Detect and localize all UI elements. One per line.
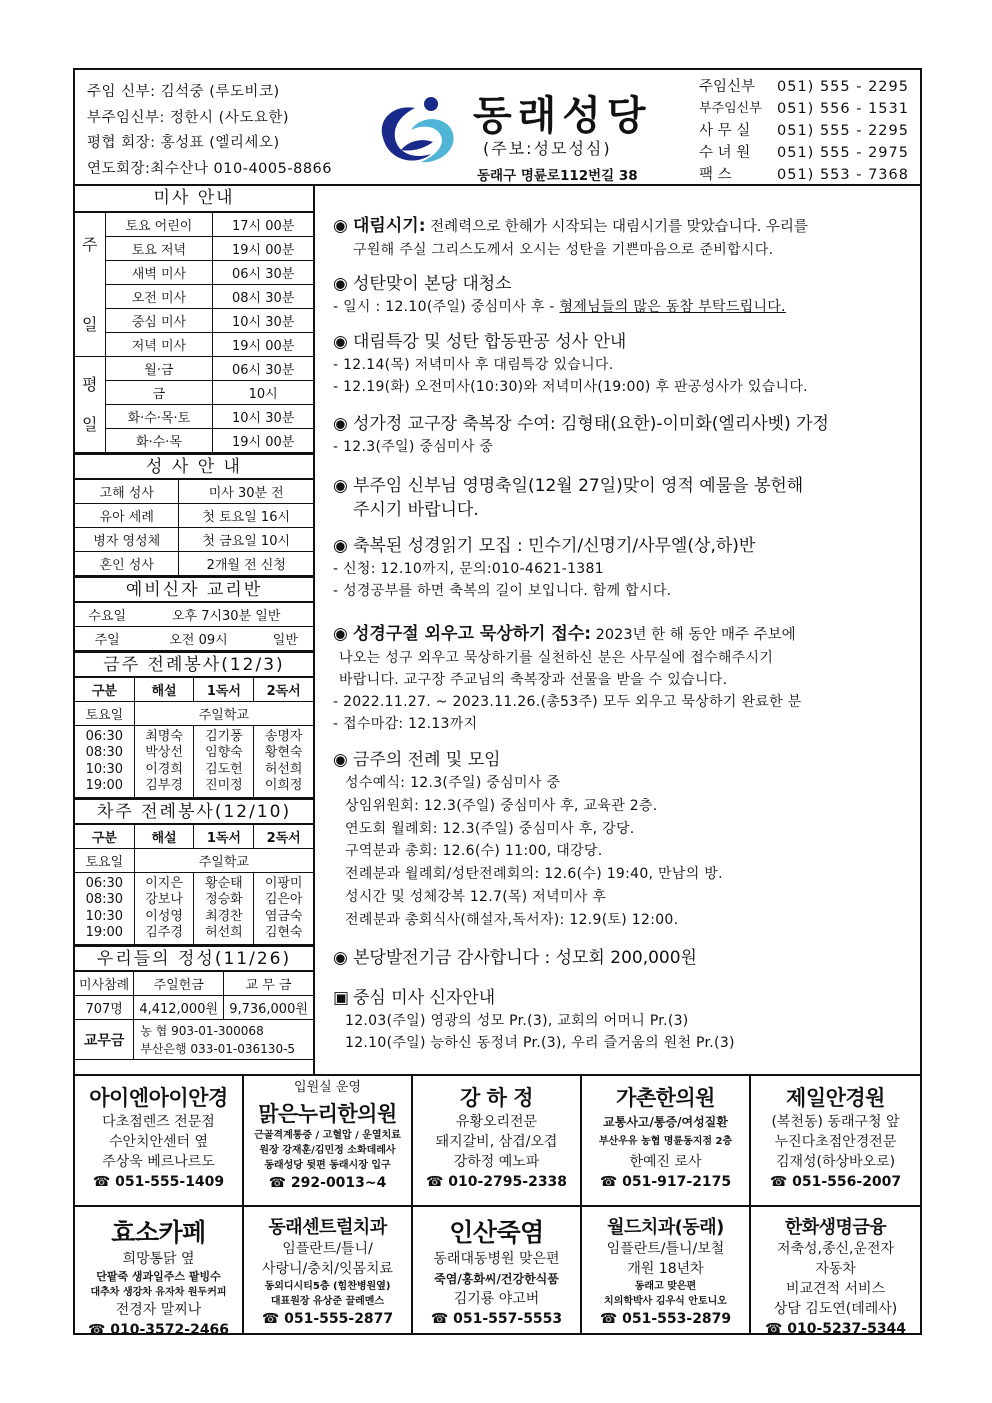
mass-name: 화·수·목	[105, 429, 213, 453]
column-header: 주일헌금	[134, 972, 224, 996]
contact-list	[699, 76, 919, 186]
mass-schedule-table	[75, 212, 313, 453]
this-week-service-title: 금주 전례봉사(12/3)	[75, 651, 313, 677]
square-bullet-icon: ▣	[333, 988, 350, 1008]
catechumen-type: 일반	[258, 627, 313, 651]
sacrament-table	[75, 479, 313, 576]
mass-time: 08시 30분	[213, 285, 313, 309]
contact-label: 수 녀 원	[699, 145, 751, 161]
notice-advent: ◉ 대림시기: 전례력으로 한해가 시작되는 대림시기를 맞았습니다. 우리를 구원해 주실 그리스도께서 오시는 성탄을 기쁜마음으로 준비합시다.	[333, 216, 808, 258]
circle-bullet-icon: ◉	[333, 948, 348, 968]
circle-bullet-icon: ◉	[333, 414, 348, 434]
sacrament-time: 첫 금요일 10시	[179, 528, 313, 552]
parish-logo-icon	[373, 90, 463, 170]
ad-world-dental: 월드치과(동래) 임플란트/틀니/보철 개원 18년차 동래고 맞은편 치의학박사 김우식 안토니오 ☎ 051-553-2879	[582, 1205, 751, 1335]
catechumen-day: 주일	[75, 627, 139, 651]
clergy-line: 평협 회장: 홍성표 (엘리세오)	[87, 135, 280, 151]
weekday-label: 평 일	[75, 357, 105, 453]
phone-icon: ☎ 051-917-2175	[599, 1174, 732, 1190]
bulletin-header	[75, 70, 920, 186]
saturday-value: 주일학교	[134, 702, 313, 726]
sacrament-time: 2개월 전 신청	[179, 552, 313, 576]
ad-optical-ini: 아이엔아이안경 다초점렌즈 전문점 수안치안센터 옆 주상욱 베르나르도 ☎ 051-555-1409	[75, 1076, 244, 1206]
notice-bible-memorization: ◉ 성경구절 외우고 묵상하기 접수: 2023년 한 해 동안 매주 주보에 나오는 성구 외우고 묵상하기를 실천하신 분은 사무실에 접수해주시기 바랍니다. 교구장 주교님의 축복장과 선물을 받을 수 있습니다. - 2022.11.27. ~ 2023.11.26.(총53주) 모두 외우고 묵상하기 완료한 분 - 접수마감: 12.13까지	[333, 624, 802, 732]
second-reader-list: 송명자 황현숙 허선희 이희정	[254, 726, 313, 798]
parish-brand	[373, 76, 673, 184]
catechumen-day: 수요일	[75, 603, 139, 627]
mass-time: 19시 00분	[213, 333, 313, 357]
phone-icon: ☎ 292-0013~4	[268, 1175, 387, 1191]
notice-feast-day: ◉ 부주임 신부님 영명축일(12월 27일)맞이 영적 예물을 봉헌해 주시기 바랍니다.	[333, 476, 804, 520]
account-label: 교무금	[75, 1020, 134, 1060]
donation-table	[75, 971, 313, 1060]
mass-name: 오전 미사	[105, 285, 213, 309]
mass-time: 19시 00분	[213, 237, 313, 261]
ad-gangha-restaurant: 강 하 정 유황오리전문 돼지갈비, 삼겹/오겹 강하정 예노파 ☎ 010-2795-2338	[413, 1076, 582, 1206]
saturday-label: 토요일	[75, 702, 134, 726]
clergy-line: 연도회장:최수산나 010-4005-8866	[87, 160, 332, 177]
contact-label: 팩 스	[699, 167, 732, 183]
contact-phone: 051) 555 - 2975	[777, 145, 909, 161]
sidebar	[75, 186, 315, 1074]
church-fund-value: 9,736,000원	[224, 996, 313, 1020]
column-header: 구분	[75, 825, 134, 849]
phone-icon: ☎ 051-556-2007	[769, 1174, 902, 1190]
contact-phone: 051) 553 - 7368	[777, 167, 909, 183]
catechumen-title: 예비신자 교리반	[75, 576, 313, 602]
sacrament-name: 병자 영성체	[75, 528, 179, 552]
column-header: 미사참례	[75, 972, 134, 996]
circle-bullet-icon: ◉	[333, 750, 348, 770]
contact-label: 주임신부	[699, 79, 756, 95]
ad-malgeunnuri-clinic: 입원실 운영 맑은누리한의원 근골격계통증 / 고혈압 / 운열치료 원장 강재훈/김민정 소화데레사 동래성당 뒷편 동래시장 입구 ☎ 292-0013~4	[244, 1076, 413, 1206]
ad-hyoso-cafe: 효소카페 희망통닭 옆 단팥죽 생과일주스 팥빙수 대추차 생강차 유자차 원두커피 전경자 말찌나 ☎ 010-3572-2466	[75, 1205, 244, 1335]
circle-bullet-icon: ◉	[333, 332, 348, 352]
ad-gachon-clinic: 가촌한의원 교통사고/통증/여성질환 부산우유 농협 명륜동지점 2층 한예진 로사 ☎ 051-917-2175	[582, 1076, 751, 1206]
catechumen-time: 오전 09시	[139, 627, 257, 651]
saturday-value: 주일학교	[134, 849, 313, 873]
sacrament-time: 첫 토요일 16시	[179, 504, 313, 528]
time-list: 06:30 08:30 10:30 19:00	[75, 726, 134, 798]
mass-time: 06시 30분	[213, 357, 313, 381]
first-reader-list: 김기풍 임향숙 김도헌 진미정	[194, 726, 254, 798]
phone-icon: ☎ 051-557-5553	[430, 1311, 563, 1327]
bank-accounts: 농 협 903-01-300068 부산은행 033-01-036130-5	[134, 1020, 313, 1060]
notice-bible-reading: ◉ 축복된 성경읽기 모집 : 민수기/신명기/사무엘(상,하)반 - 신청: 12.10까지, 문의:010-4621-1381 - 성경공부를 하면 축복의 길이 보입니다. 함께 합시다.	[333, 536, 756, 599]
catechumen-table	[75, 602, 313, 651]
phone-icon: ☎ 010-5237-5344	[764, 1321, 907, 1335]
mass-name: 저녁 미사	[105, 333, 213, 357]
contact-row	[699, 76, 919, 98]
sacrament-name: 유아 세례	[75, 504, 179, 528]
notice-central-mass: ▣ 중심 미사 신자안내 12.03(주일) 영광의 성모 Pr.(3), 교회의 어머니 Pr.(3) 12.10(주일) 능하신 동정녀 Pr.(3), 우리 즐거움의 원천 Pr.(3)	[333, 988, 735, 1051]
column-header: 해설	[134, 678, 194, 702]
contact-label: 사 무 실	[699, 123, 751, 139]
contact-row	[699, 120, 919, 142]
mass-time: 10시 30분	[213, 309, 313, 333]
donation-title: 우리들의 정성(11/26)	[75, 945, 313, 971]
sacrament-name: 고해 성사	[75, 480, 179, 504]
clergy-line: 주임 신부: 김석중 (루도비코)	[87, 84, 280, 100]
ad-central-dental: 동래센트럴치과 임플란트/틀니/ 사랑니/충치/잇몸치료 동외디시티5층 (힘찬병원옆) 대표원장 유상준 끌레멘스 ☎ 051-555-2877	[244, 1205, 413, 1335]
sacrament-name: 혼인 성사	[75, 552, 179, 576]
circle-bullet-icon: ◉	[333, 274, 348, 294]
bulletin-page	[73, 68, 922, 1335]
notice-section	[319, 186, 920, 1074]
column-header: 해설	[134, 825, 194, 849]
notice-cleaning: ◉ 성탄맞이 본당 대청소 - 일시 : 12.10(주일) 중심미사 후 - 형제님들의 많은 동참 부탁드립니다.	[333, 274, 786, 315]
this-week-service-table	[75, 677, 313, 798]
ad-hanwha-life: 한화생명금융 저축성,종신,운전자 자동차 비교견적 서비스 상담 김도연(데레사) ☎ 010-5237-5344	[751, 1205, 920, 1335]
column-header: 2독서	[254, 678, 313, 702]
offering-value: 4,412,000원	[134, 996, 224, 1020]
commentator-list: 최명숙 박상선 이경희 김부경	[134, 726, 194, 798]
column-header: 구분	[75, 678, 134, 702]
commentator-list: 이지은 강보나 이성영 김주경	[134, 873, 194, 945]
mass-name: 월·금	[105, 357, 213, 381]
contact-phone: 051) 555 - 2295	[777, 79, 909, 95]
contact-row	[699, 98, 919, 120]
mass-time: 17시 00분	[213, 213, 313, 237]
sunday-label: 주 일	[75, 213, 105, 357]
contact-row	[699, 164, 919, 186]
phone-icon: ☎ 010-2795-2338	[425, 1174, 568, 1190]
second-reader-list: 이팡미 김은아 염금숙 김현숙	[254, 873, 313, 945]
circle-bullet-icon: ◉	[333, 216, 348, 236]
contact-phone: 051) 555 - 2295	[777, 123, 909, 139]
next-week-service-table	[75, 824, 313, 945]
notice-holy-family: ◉ 성가정 교구장 축복장 수여: 김형태(요한)-이미화(엘리사벳) 가정 - 12.3(주일) 중심미사 중	[333, 414, 829, 455]
mass-time: 06시 30분	[213, 261, 313, 285]
parish-subtitle: (주보:성모성심)	[483, 139, 612, 158]
phone-icon: ☎ 051-553-2879	[599, 1311, 732, 1327]
column-header: 2독서	[254, 825, 313, 849]
sacrament-title: 성 사 안 내	[75, 453, 313, 479]
mass-name: 금	[105, 381, 213, 405]
clergy-line: 부주임신부: 정한시 (사도요한)	[87, 109, 290, 126]
mass-time: 10시	[213, 381, 313, 405]
notice-weekly-liturgy: ◉ 금주의 전례 및 모임 성수예식: 12.3(주일) 중심미사 중 상임위원회: 12.3(주일) 중심미사 후, 교육관 2층. 연도회 월례회: 12.3(주일) 중심미사 후, 강당. 구역분과 총회: 12.6(수) 11:00, 대강당. 전례분과 월례회/성탄전례회의: 12.6(수) 19:40, 만남의 방. 성시간 및 성체강복 12.7(목) 저녁미사 후 전례분과 총회식사(해설자,독서자): 12.9(토) 12:00.	[333, 750, 723, 928]
time-list: 06:30 08:30 10:30 19:00	[75, 873, 134, 945]
mass-name: 토요 어린이	[105, 213, 213, 237]
mass-name: 화·수·목·토	[105, 405, 213, 429]
column-header: 1독서	[194, 825, 254, 849]
contact-phone: 051) 556 - 1531	[777, 101, 909, 117]
mass-name: 새벽 미사	[105, 261, 213, 285]
circle-bullet-icon: ◉	[333, 624, 348, 644]
sacrament-time: 미사 30분 전	[179, 480, 313, 504]
column-header: 1독서	[194, 678, 254, 702]
phone-icon: ☎ 051-555-1409	[92, 1174, 225, 1190]
ad-jeil-optical: 제일안경원 (복천동) 동래구청 앞 누진다초점안경전문 김재성(하상바오로) ☎ 051-556-2007	[751, 1076, 920, 1206]
parish-title: 동래성당	[473, 93, 652, 139]
first-reader-list: 황순태 정승화 최경찬 허선희	[194, 873, 254, 945]
mass-time: 19시 00분	[213, 429, 313, 453]
circle-bullet-icon: ◉	[333, 476, 348, 496]
catechumen-time: 오후 7시30분 일반	[139, 603, 313, 627]
contact-label: 부주임신부	[699, 101, 762, 116]
sponsor-ads	[75, 1074, 920, 1333]
notice-donation-thanks: ◉ 본당발전기금 감사합니다 : 성모회 200,000원	[333, 948, 697, 968]
next-week-service-title: 차주 전례봉사(12/10)	[75, 798, 313, 824]
mass-name: 중심 미사	[105, 309, 213, 333]
column-header: 교 무 금	[224, 972, 313, 996]
phone-icon: ☎ 010-3572-2466	[87, 1322, 230, 1335]
mass-name: 토요 저녁	[105, 237, 213, 261]
mass-schedule-title: 미사 안내	[75, 186, 313, 212]
phone-icon: ☎ 051-555-2877	[261, 1311, 394, 1327]
contact-row	[699, 142, 919, 164]
parish-address: 동래구 명륜로112번길 38	[477, 168, 638, 184]
notice-advent-lecture: ◉ 대림특강 및 성탄 합동판공 성사 안내 - 12.14(목) 저녁미사 후 대림특강 있습니다. - 12.19(화) 오전미사(10:30)와 저녁미사(19:00) 후 판공성사가 있습니다.	[333, 332, 808, 395]
attendance-value: 707명	[75, 996, 134, 1020]
mass-time: 10시 30분	[213, 405, 313, 429]
ad-insan-bamboo-salt: 인산죽염 동래대동병원 맞은편 죽염/홍화씨/건강한식품 김기룡 야고버 ☎ 051-557-5553	[413, 1205, 582, 1335]
circle-bullet-icon: ◉	[333, 536, 348, 556]
clergy-list	[87, 80, 377, 182]
saturday-label: 토요일	[75, 849, 134, 873]
